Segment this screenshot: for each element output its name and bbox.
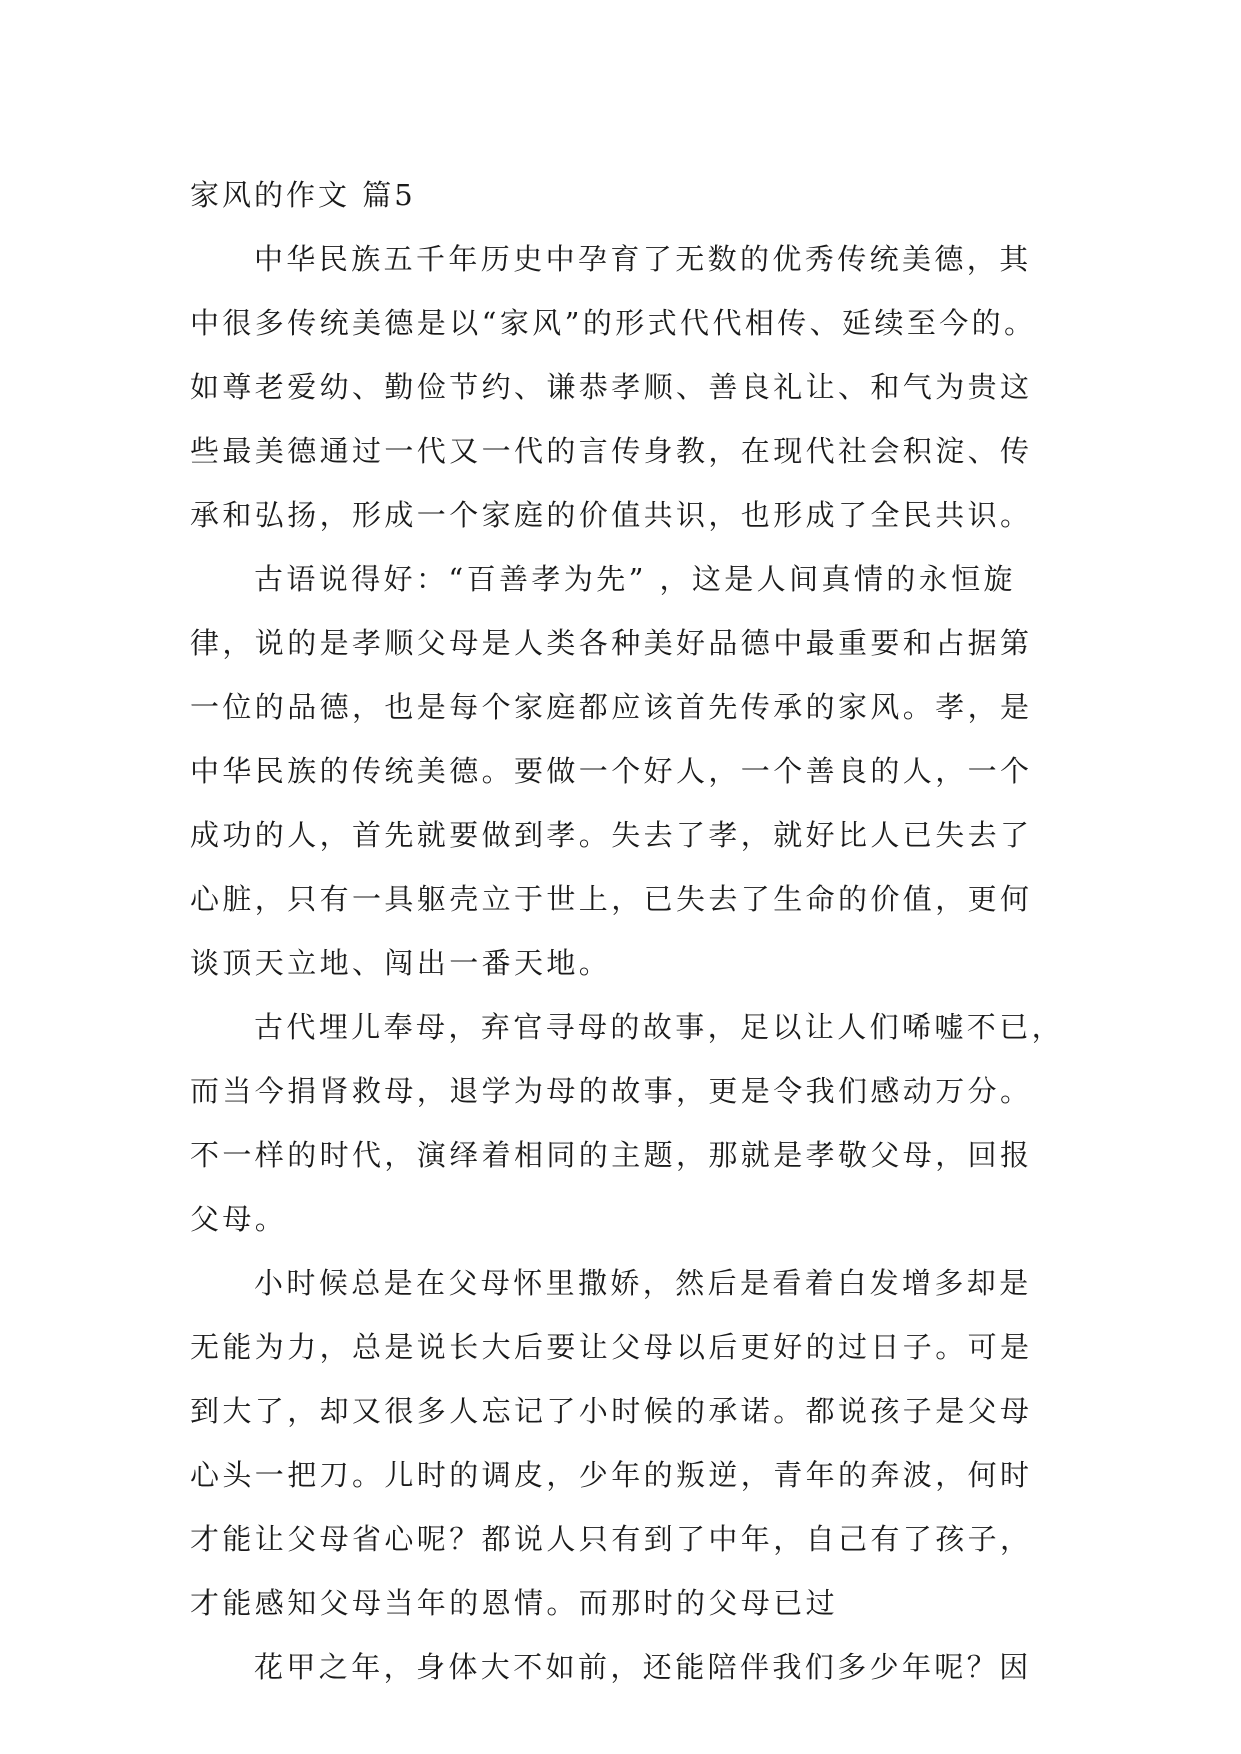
paragraph-line: 些最美德通过一代又一代的言传身教，在现代社会积淀、传 (190, 434, 1033, 468)
paragraph-line: 中华民族五千年历史中孕育了无数的优秀传统美德，其 (254, 242, 1032, 276)
paragraph-line: 承和弘扬，形成一个家庭的价值共识，也形成了全民共识。 (190, 498, 1033, 532)
document-body (190, 163, 1070, 1699)
paragraph-line: 不一样的时代，演绎着相同的主题，那就是孝敬父母，回报 (190, 1138, 1033, 1172)
paragraph-line: 中很多传统美德是以“家风”的形式代代相传、延续至今的。 (190, 306, 1037, 340)
paragraph-line: 才能感知父母当年的恩情。而那时的父母已过 (190, 1586, 839, 1620)
paragraph-line: 心头一把刀。儿时的调皮，少年的叛逆，青年的奔波，何时 (190, 1458, 1033, 1492)
document-title: 家风的作文 篇5 (190, 178, 416, 212)
paragraph-line: 父母。 (190, 1202, 288, 1236)
paragraph-line: 到大了，却又很多人忘记了小时候的承诺。都说孩子是父母 (190, 1394, 1033, 1428)
paragraph-line: 古代埋儿奉母，弃官寻母的故事，足以让人们唏嘘不已， (254, 1010, 1065, 1044)
paragraph-4 (190, 1251, 1070, 1635)
paragraph-line: 成功的人，首先就要做到孝。失去了孝，就好比人已失去了 (190, 818, 1033, 852)
paragraph-3 (190, 995, 1070, 1251)
paragraph-line: 一位的品德，也是每个家庭都应该首先传承的家风。孝，是 (190, 690, 1033, 724)
paragraph-line: 心脏，只有一具躯壳立于世上，已失去了生命的价值，更何 (190, 882, 1033, 916)
paragraph-line: 花甲之年，身体大不如前，还能陪伴我们多少年呢？因 (254, 1650, 1032, 1684)
paragraph-1 (190, 227, 1070, 547)
paragraph-line: 律，说的是孝顺父母是人类各种美好品德中最重要和占据第 (190, 626, 1033, 660)
paragraph-2 (190, 547, 1070, 995)
paragraph-5 (190, 1635, 1070, 1699)
paragraph-line: 才能让父母省心呢？都说人只有到了中年，自己有了孩子， (190, 1522, 1033, 1556)
paragraph-line: 谈顶天立地、闯出一番天地。 (190, 946, 612, 980)
paragraph-line: 中华民族的传统美德。要做一个好人，一个善良的人，一个 (190, 754, 1033, 788)
paragraph-line: 而当今捐肾救母，退学为母的故事，更是令我们感动万分。 (190, 1074, 1033, 1108)
paragraph-line: 古语说得好：“百善孝为先” ，这是人间真情的永恒旋 (254, 562, 1016, 596)
paragraph-line: 无能为力，总是说长大后要让父母以后更好的过日子。可是 (190, 1330, 1033, 1364)
paragraph-line: 如尊老爱幼、勤俭节约、谦恭孝顺、善良礼让、和气为贵这 (190, 370, 1033, 404)
paragraph-line: 小时候总是在父母怀里撒娇，然后是看着白发增多却是 (254, 1266, 1032, 1300)
